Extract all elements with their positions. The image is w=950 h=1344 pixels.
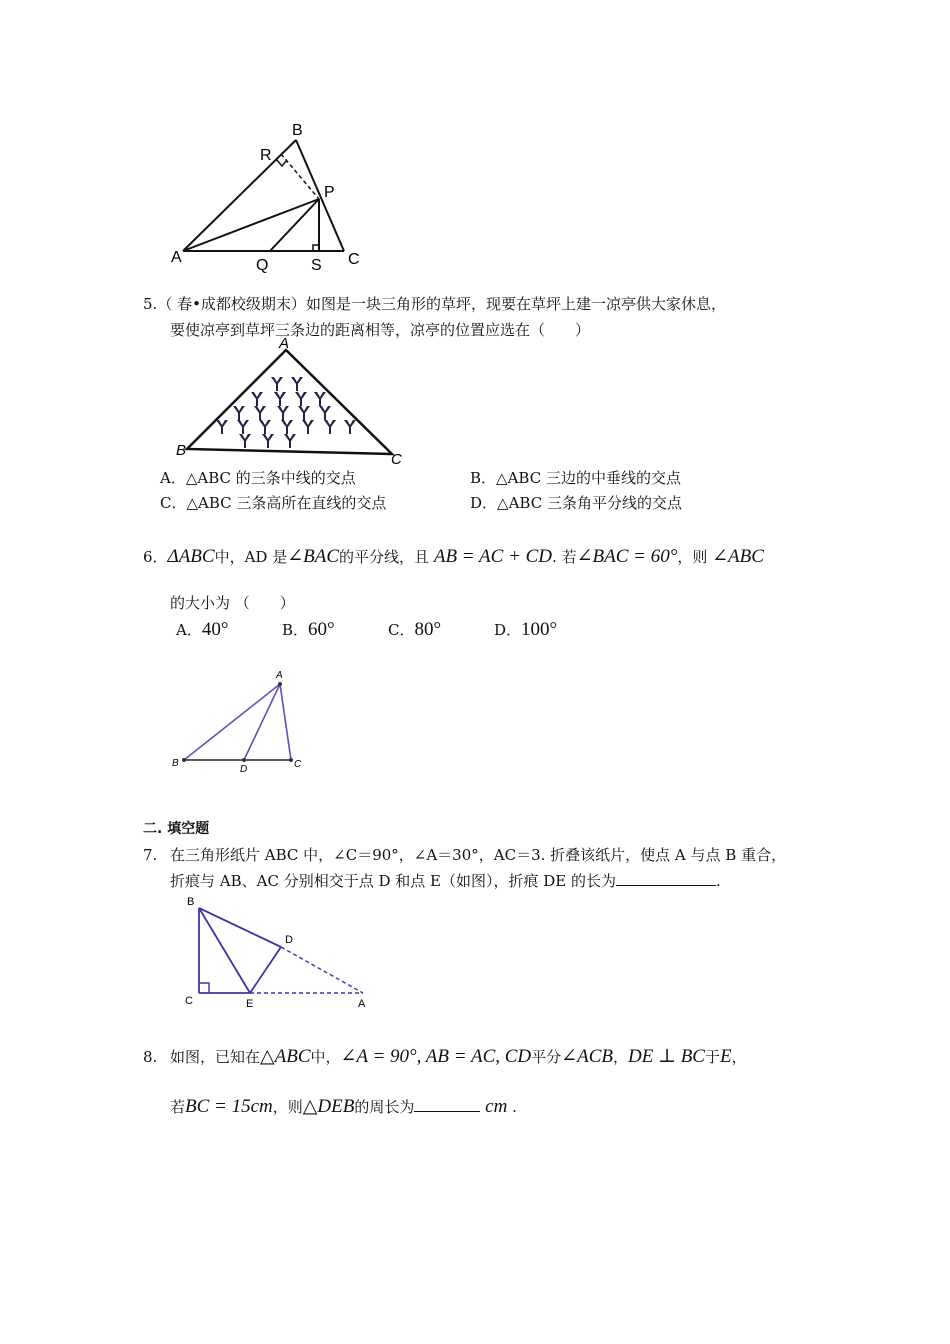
q5-option-d[interactable]: D．△ABC 三条角平分线的交点 [470, 494, 682, 512]
label-a: A [171, 249, 182, 266]
label-b: B [176, 442, 187, 459]
label-d: D [240, 764, 248, 775]
section-title-fill-in: 二. 填空题 [143, 821, 210, 837]
q8-triangle-deb: △DEB [302, 1096, 355, 1117]
label-d: D [285, 934, 293, 946]
q5-option-b[interactable]: B．△ABC 三边的中垂线的交点 [470, 469, 681, 487]
q6-option-d[interactable]: D．100° [494, 619, 558, 640]
q8-angle: ∠ACB [561, 1046, 613, 1067]
label-s: S [311, 257, 322, 274]
q5-line1 [143, 294, 726, 314]
label-a: A [276, 670, 283, 681]
label-r: R [260, 147, 272, 164]
q5-source: （ 春•成都校级期末） [157, 295, 306, 313]
q7-line2: 折痕与 AB、AC 分别相交于点 D 和点 E（如图），折痕 DE 的长为 . [170, 872, 721, 890]
q6-number: 6． [143, 548, 168, 566]
q8-conditions: ∠A = 90°, AB = AC, CD [340, 1046, 532, 1067]
q8-line1: 8. 如图，已知在△ABC中，∠A = 90°, AB = AC, CD平分∠ACB，DE ⊥ BC于E， [143, 1046, 747, 1067]
q5-text2: 要使凉亭到草坪三条边的距离相等，凉亭的位置应选在（ ） [170, 321, 591, 339]
q6-triangle: ΔABC [167, 546, 215, 567]
q7-answer-blank[interactable] [616, 871, 716, 886]
q8-line2: 若BC = 15cm，则△DEB的周长为 cm . [170, 1096, 517, 1117]
q6-option-b[interactable]: B．60° [282, 619, 335, 640]
label-b: B [187, 896, 195, 908]
q5-text1: 如图是一块三角形的草坪，现要在草坪上建一凉亭供大家休息， [305, 295, 726, 313]
label-e: E [246, 998, 254, 1010]
q7-number: 7. [143, 846, 158, 864]
q6-line2: 的大小为 （ ） [170, 594, 295, 612]
q6-angle-abc: ∠ABC [712, 546, 764, 567]
label-c: C [348, 251, 360, 268]
q8-bc-length: BC = 15cm [185, 1096, 273, 1117]
q6-equation2: ∠BAC = 60° [576, 546, 678, 567]
label-a: A [279, 335, 290, 352]
label-b: B [172, 758, 179, 769]
q8-answer-blank[interactable] [414, 1097, 480, 1112]
q8-number: 8. [143, 1048, 158, 1066]
q8-unit: cm [485, 1096, 508, 1117]
q8-triangle: △ABC [260, 1046, 311, 1067]
q5-number: 5. [143, 295, 158, 313]
q7-line1: 7. 在三角形纸片 ABC 中，∠C＝90°，∠A＝30°，AC＝3. 折叠该纸片，使点 A 与点 B 重合， [143, 846, 787, 864]
label-c: C [294, 759, 302, 770]
q6-equation: AB = AC + CD [433, 546, 553, 567]
label-c: C [391, 451, 402, 468]
q5-option-c[interactable]: C．△ABC 三条高所在直线的交点 [160, 494, 387, 512]
label-q: Q [256, 257, 269, 274]
label-p: P [324, 184, 335, 201]
figure-q4 [160, 115, 370, 275]
q8-point-e: E [720, 1046, 732, 1067]
q5-option-a[interactable]: A．△ABC 的三条中线的交点 [160, 469, 356, 487]
figure-q6 [165, 665, 310, 775]
q6-line1: 6．ΔABC中，AD 是∠BAC的平分线，且 AB = AC + CD. 若∠BAC = 60°，则 ∠ABC [143, 546, 764, 567]
label-a: A [358, 998, 366, 1010]
q6-option-a[interactable]: A．40° [176, 619, 229, 640]
label-c: C [185, 995, 193, 1007]
figure-q7 [180, 893, 375, 1013]
q6-option-c[interactable]: C．80° [388, 619, 442, 640]
label-b: B [292, 122, 303, 139]
figure-q5-lawn [170, 335, 410, 470]
q6-angle-bac: ∠BAC [287, 546, 340, 567]
q8-perpendicular: DE ⊥ BC [628, 1046, 705, 1067]
